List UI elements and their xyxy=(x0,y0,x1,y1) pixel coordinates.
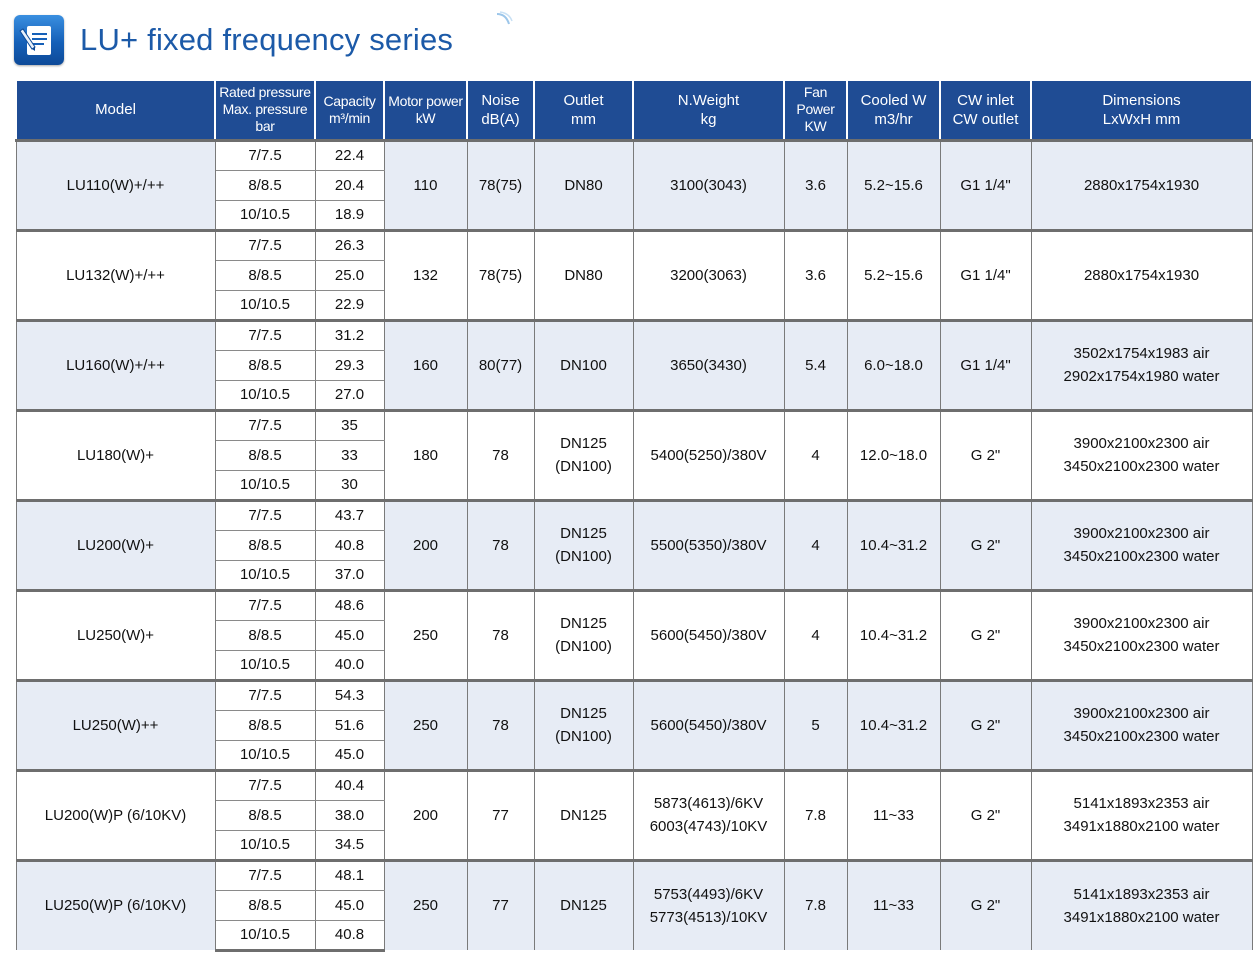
fan-power-cell: 5.4 xyxy=(784,320,847,410)
outlet-cell: DN125 (DN100) xyxy=(534,680,633,770)
capacity-cell: 37.0 xyxy=(315,560,384,590)
model-cell: LU160(W)+/++ xyxy=(16,320,215,410)
col-header-capacity: Capacity m³/min xyxy=(315,81,384,140)
pressure-cell: 10/10.5 xyxy=(215,830,315,860)
pressure-cell: 10/10.5 xyxy=(215,560,315,590)
motor-cell: 200 xyxy=(384,500,467,590)
dimensions-cell: 2880x1754x1930 xyxy=(1031,140,1252,230)
capacity-cell: 34.5 xyxy=(315,830,384,860)
motor-cell: 180 xyxy=(384,410,467,500)
motor-cell: 250 xyxy=(384,860,467,950)
capacity-cell: 35 xyxy=(315,410,384,440)
noise-cell: 77 xyxy=(467,770,534,860)
capacity-cell: 40.8 xyxy=(315,530,384,560)
cw-connection-cell: G 2" xyxy=(940,680,1031,770)
header-row xyxy=(16,81,1252,140)
decorative-swirl-icon xyxy=(494,10,514,30)
col-header-outlet: Outlet mm xyxy=(534,81,633,140)
fan-power-cell: 4 xyxy=(784,590,847,680)
dimensions-cell: 3900x2100x2300 air 3450x2100x2300 water xyxy=(1031,590,1252,680)
motor-cell: 132 xyxy=(384,230,467,320)
motor-cell: 200 xyxy=(384,770,467,860)
noise-cell: 78 xyxy=(467,500,534,590)
capacity-cell: 30 xyxy=(315,470,384,500)
noise-cell: 78 xyxy=(467,680,534,770)
col-header-motor: Motor power kW xyxy=(384,81,467,140)
model-group xyxy=(16,770,1252,860)
cooled-water-cell: 10.4~31.2 xyxy=(847,590,940,680)
pressure-cell: 10/10.5 xyxy=(215,290,315,320)
capacity-cell: 48.1 xyxy=(315,860,384,890)
pressure-cell: 8/8.5 xyxy=(215,350,315,380)
model-cell: LU250(W)+ xyxy=(16,590,215,680)
capacity-cell: 45.0 xyxy=(315,740,384,770)
fan-power-cell: 7.8 xyxy=(784,770,847,860)
col-header-cw: CW inlet CW outlet xyxy=(940,81,1031,140)
capacity-cell: 40.4 xyxy=(315,770,384,800)
outlet-cell: DN100 xyxy=(534,320,633,410)
dimensions-cell: 2880x1754x1930 xyxy=(1031,230,1252,320)
noise-cell: 78(75) xyxy=(467,230,534,320)
model-cell: LU200(W)+ xyxy=(16,500,215,590)
weight-cell: 5400(5250)/380V xyxy=(633,410,784,500)
col-header-cooled: Cooled W m3/hr xyxy=(847,81,940,140)
cooled-water-cell: 12.0~18.0 xyxy=(847,410,940,500)
fan-power-cell: 7.8 xyxy=(784,860,847,950)
pressure-cell: 7/7.5 xyxy=(215,230,315,260)
outlet-cell: DN125 xyxy=(534,770,633,860)
capacity-cell: 18.9 xyxy=(315,200,384,230)
capacity-cell: 45.0 xyxy=(315,890,384,920)
pressure-cell: 7/7.5 xyxy=(215,770,315,800)
capacity-cell: 38.0 xyxy=(315,800,384,830)
col-header-weight: N.Weight kg xyxy=(633,81,784,140)
pressure-cell: 7/7.5 xyxy=(215,140,315,170)
outlet-cell: DN80 xyxy=(534,140,633,230)
table-row xyxy=(16,500,1252,530)
cooled-water-cell: 5.2~15.6 xyxy=(847,140,940,230)
capacity-cell: 26.3 xyxy=(315,230,384,260)
pressure-cell: 10/10.5 xyxy=(215,920,315,950)
weight-cell: 5753(4493)/6KV 5773(4513)/10KV xyxy=(633,860,784,950)
weight-cell: 5600(5450)/380V xyxy=(633,680,784,770)
capacity-cell: 22.4 xyxy=(315,140,384,170)
model-group xyxy=(16,860,1252,950)
pressure-cell: 8/8.5 xyxy=(215,620,315,650)
capacity-cell: 51.6 xyxy=(315,710,384,740)
table-row xyxy=(16,140,1252,170)
model-group xyxy=(16,230,1252,320)
cooled-water-cell: 11~33 xyxy=(847,770,940,860)
dimensions-cell: 5141x1893x2353 air 3491x1880x2100 water xyxy=(1031,770,1252,860)
capacity-cell: 45.0 xyxy=(315,620,384,650)
dimensions-cell: 3900x2100x2300 air 3450x2100x2300 water xyxy=(1031,680,1252,770)
weight-cell: 5873(4613)/6KV 6003(4743)/10KV xyxy=(633,770,784,860)
cooled-water-cell: 5.2~15.6 xyxy=(847,230,940,320)
capacity-cell: 54.3 xyxy=(315,680,384,710)
weight-cell: 3200(3063) xyxy=(633,230,784,320)
cw-connection-cell: G1 1/4" xyxy=(940,230,1031,320)
pressure-cell: 10/10.5 xyxy=(215,380,315,410)
capacity-cell: 40.0 xyxy=(315,650,384,680)
pressure-cell: 10/10.5 xyxy=(215,470,315,500)
pressure-cell: 7/7.5 xyxy=(215,680,315,710)
outlet-cell: DN125 (DN100) xyxy=(534,410,633,500)
fan-power-cell: 5 xyxy=(784,680,847,770)
table-row xyxy=(16,590,1252,620)
noise-cell: 78 xyxy=(467,590,534,680)
model-cell: LU132(W)+/++ xyxy=(16,230,215,320)
model-cell: LU110(W)+/++ xyxy=(16,140,215,230)
pressure-cell: 7/7.5 xyxy=(215,500,315,530)
capacity-cell: 33 xyxy=(315,440,384,470)
capacity-cell: 29.3 xyxy=(315,350,384,380)
pressure-cell: 7/7.5 xyxy=(215,860,315,890)
capacity-cell: 27.0 xyxy=(315,380,384,410)
model-group xyxy=(16,410,1252,500)
model-group xyxy=(16,590,1252,680)
model-cell: LU200(W)P (6/10KV) xyxy=(16,770,215,860)
col-header-model: Model xyxy=(16,81,215,140)
pressure-cell: 8/8.5 xyxy=(215,710,315,740)
noise-cell: 78(75) xyxy=(467,140,534,230)
cooled-water-cell: 11~33 xyxy=(847,860,940,950)
weight-cell: 5600(5450)/380V xyxy=(633,590,784,680)
outlet-cell: DN125 (DN100) xyxy=(534,500,633,590)
noise-cell: 77 xyxy=(467,860,534,950)
cooled-water-cell: 6.0~18.0 xyxy=(847,320,940,410)
model-group xyxy=(16,680,1252,770)
fan-power-cell: 4 xyxy=(784,500,847,590)
pressure-cell: 10/10.5 xyxy=(215,200,315,230)
noise-cell: 78 xyxy=(467,410,534,500)
col-header-fan: Fan Power KW xyxy=(784,81,847,140)
outlet-cell: DN125 xyxy=(534,860,633,950)
fan-power-cell: 3.6 xyxy=(784,140,847,230)
cw-connection-cell: G 2" xyxy=(940,500,1031,590)
capacity-cell: 22.9 xyxy=(315,290,384,320)
outlet-cell: DN125 (DN100) xyxy=(534,590,633,680)
col-header-dimensions: Dimensions LxWxH mm xyxy=(1031,81,1252,140)
fan-power-cell: 4 xyxy=(784,410,847,500)
table-row xyxy=(16,230,1252,260)
fan-power-cell: 3.6 xyxy=(784,230,847,320)
motor-cell: 250 xyxy=(384,680,467,770)
weight-cell: 3100(3043) xyxy=(633,140,784,230)
dimensions-cell: 5141x1893x2353 air 3491x1880x2100 water xyxy=(1031,860,1252,950)
capacity-cell: 40.8 xyxy=(315,920,384,950)
capacity-cell: 25.0 xyxy=(315,260,384,290)
pressure-cell: 7/7.5 xyxy=(215,590,315,620)
model-cell: LU250(W)++ xyxy=(16,680,215,770)
capacity-cell: 31.2 xyxy=(315,320,384,350)
pressure-cell: 7/7.5 xyxy=(215,320,315,350)
weight-cell: 3650(3430) xyxy=(633,320,784,410)
model-cell: LU250(W)P (6/10KV) xyxy=(16,860,215,950)
capacity-cell: 48.6 xyxy=(315,590,384,620)
weight-cell: 5500(5350)/380V xyxy=(633,500,784,590)
col-header-pressure: Rated pressure Max. pressure bar xyxy=(215,81,315,140)
pressure-cell: 10/10.5 xyxy=(215,650,315,680)
dimensions-cell: 3900x2100x2300 air 3450x2100x2300 water xyxy=(1031,500,1252,590)
pressure-cell: 8/8.5 xyxy=(215,530,315,560)
cooled-water-cell: 10.4~31.2 xyxy=(847,500,940,590)
outlet-cell: DN80 xyxy=(534,230,633,320)
cw-connection-cell: G 2" xyxy=(940,410,1031,500)
cw-connection-cell: G 2" xyxy=(940,590,1031,680)
pressure-cell: 8/8.5 xyxy=(215,440,315,470)
spec-table xyxy=(15,81,1253,952)
model-group xyxy=(16,140,1252,230)
motor-cell: 110 xyxy=(384,140,467,230)
dimensions-cell: 3900x2100x2300 air 3450x2100x2300 water xyxy=(1031,410,1252,500)
pressure-cell: 7/7.5 xyxy=(215,410,315,440)
pressure-cell: 8/8.5 xyxy=(215,800,315,830)
table-row xyxy=(16,770,1252,800)
motor-cell: 160 xyxy=(384,320,467,410)
model-group xyxy=(16,500,1252,590)
document-pen-icon xyxy=(14,15,64,65)
cw-connection-cell: G 2" xyxy=(940,860,1031,950)
pressure-cell: 8/8.5 xyxy=(215,890,315,920)
motor-cell: 250 xyxy=(384,590,467,680)
pressure-cell: 10/10.5 xyxy=(215,740,315,770)
model-group xyxy=(16,320,1252,410)
pressure-cell: 8/8.5 xyxy=(215,260,315,290)
cw-connection-cell: G 2" xyxy=(940,770,1031,860)
table-row xyxy=(16,320,1252,350)
table-row xyxy=(16,410,1252,440)
table-row xyxy=(16,860,1252,890)
dimensions-cell: 3502x1754x1983 air 2902x1754x1980 water xyxy=(1031,320,1252,410)
model-cell: LU180(W)+ xyxy=(16,410,215,500)
pressure-cell: 8/8.5 xyxy=(215,170,315,200)
capacity-cell: 43.7 xyxy=(315,500,384,530)
page-header xyxy=(14,12,453,68)
col-header-noise: Noise dB(A) xyxy=(467,81,534,140)
cw-connection-cell: G1 1/4" xyxy=(940,320,1031,410)
cw-connection-cell: G1 1/4" xyxy=(940,140,1031,230)
page-title: LU+ fixed frequency series xyxy=(80,22,454,57)
capacity-cell: 20.4 xyxy=(315,170,384,200)
noise-cell: 80(77) xyxy=(467,320,534,410)
cooled-water-cell: 10.4~31.2 xyxy=(847,680,940,770)
table-row xyxy=(16,680,1252,710)
